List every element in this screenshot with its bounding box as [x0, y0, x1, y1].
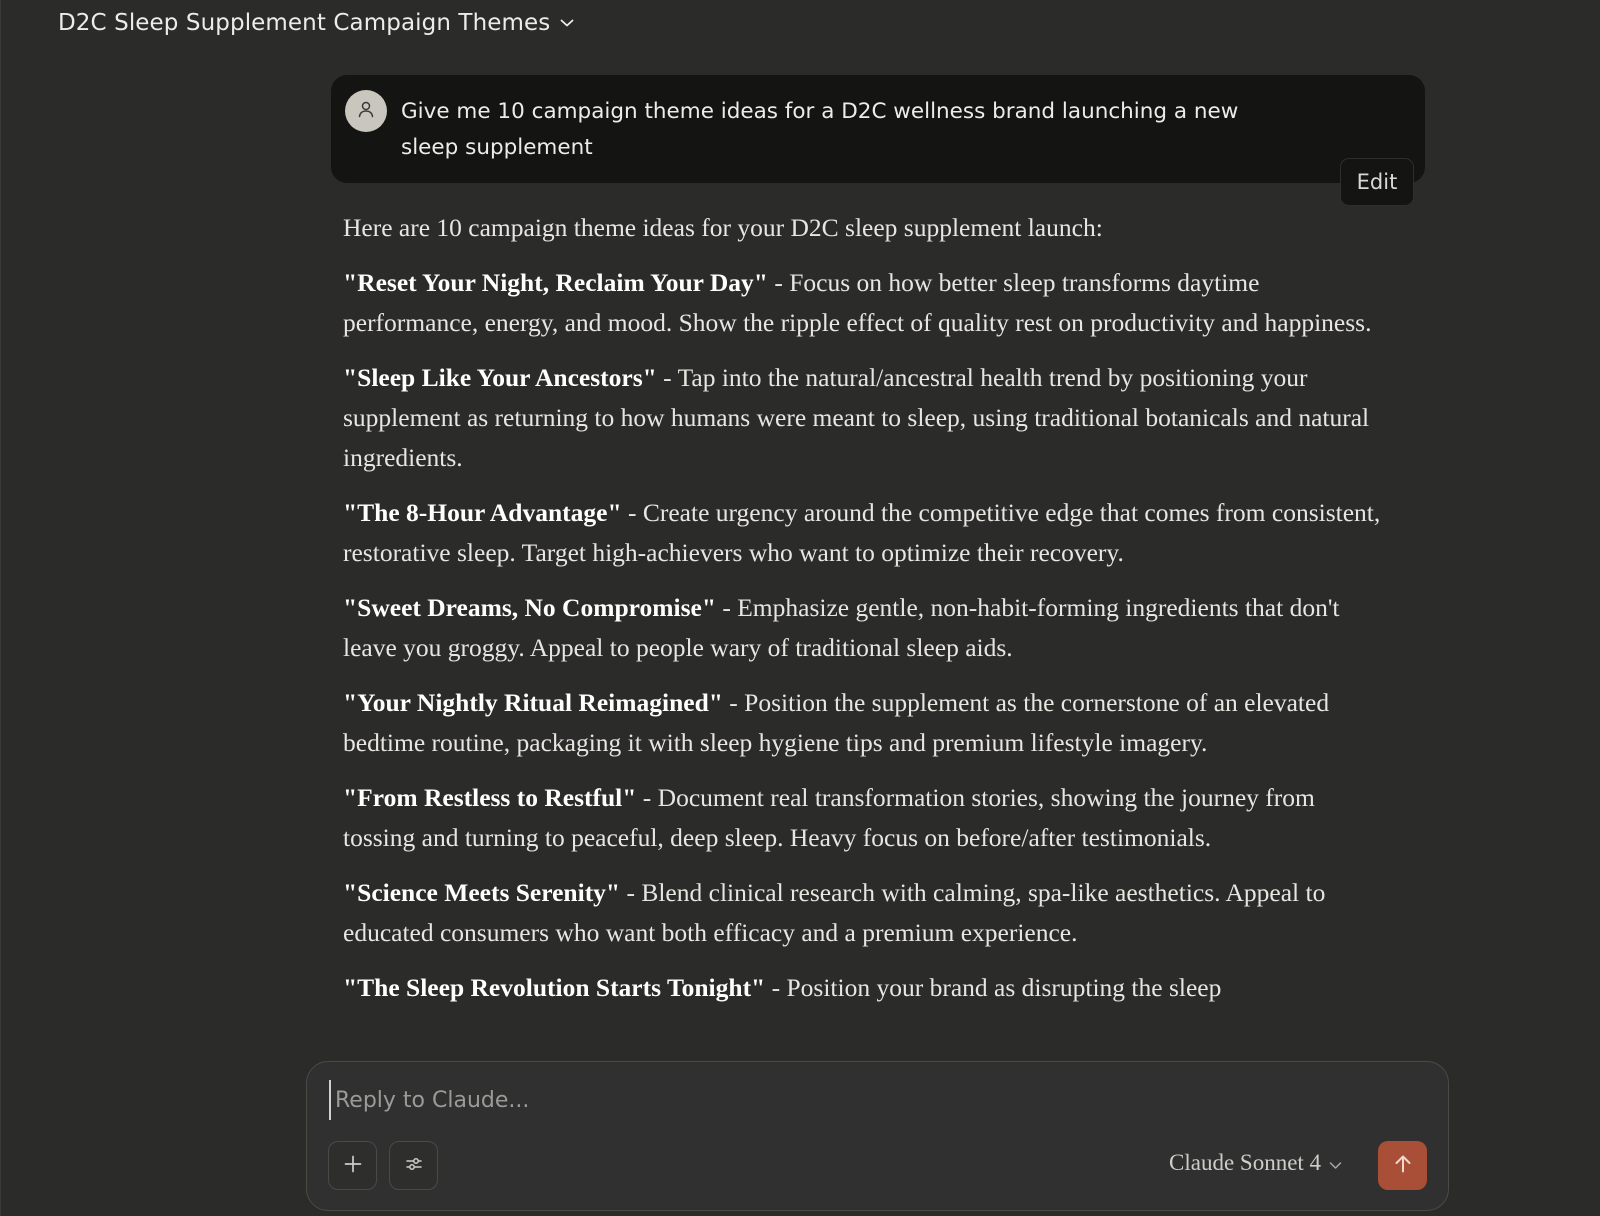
send-button[interactable] — [1378, 1141, 1427, 1190]
reply-composer — [306, 1061, 1449, 1211]
theme-title: "Reset Your Night, Reclaim Your Day" — [343, 268, 768, 297]
user-message — [331, 75, 1425, 183]
reply-input[interactable] — [329, 1080, 1335, 1120]
tools-button[interactable] — [389, 1141, 438, 1190]
theme-item — [343, 778, 1383, 858]
theme-title: "Sleep Like Your Ancestors" — [343, 363, 657, 392]
chevron-down-icon — [560, 18, 574, 28]
theme-description: - Create urgency around the competitive edge that comes from consistent, restorative sleep. Target high-achievers who want to optimize their recovery. — [343, 498, 1381, 567]
theme-description: - Tap into the natural/ancestral health trend by positioning your supplement as returning to how humans were meant to sleep, using traditional botanicals and natural ingredients. — [343, 363, 1370, 472]
model-selector[interactable] — [1169, 1150, 1342, 1176]
theme-description: - Document real transformation stories, showing the journey from tossing and turning to peaceful, deep sleep. Heavy focus on before/after testimonials. — [343, 783, 1315, 852]
conversation-title: D2C Sleep Supplement Campaign Themes — [58, 10, 551, 36]
theme-description: - Focus on how better sleep transforms daytime performance, energy, and mood. Show the ripple effect of quality rest on productivity and happiness. — [343, 268, 1372, 337]
conversation-title-menu[interactable] — [58, 10, 574, 36]
theme-description: - Emphasize gentle, non-habit-forming ingredients that don't leave you groggy. Appeal to people wary of traditional sleep aids. — [343, 593, 1340, 662]
chevron-down-icon — [1329, 1150, 1342, 1176]
theme-item — [343, 493, 1383, 573]
theme-item — [343, 358, 1383, 478]
theme-title: "Sweet Dreams, No Compromise" — [343, 593, 716, 622]
theme-item — [343, 588, 1383, 668]
user-avatar — [345, 90, 387, 132]
theme-title: "Science Meets Serenity" — [343, 878, 621, 907]
theme-title: "Your Nightly Ritual Reimagined" — [343, 688, 723, 717]
edit-message-button[interactable]: Edit — [1340, 158, 1414, 206]
theme-description: - Position your brand as disrupting the sleep — [765, 973, 1222, 1002]
theme-item — [343, 873, 1383, 953]
add-attachment-button[interactable] — [328, 1141, 377, 1190]
arrow-up-icon — [1392, 1153, 1414, 1179]
theme-title: "The Sleep Revolution Starts Tonight" — [343, 973, 766, 1002]
user-icon — [357, 100, 375, 122]
theme-description: - Position the supplement as the cornerstone of an elevated bedtime routine, packaging it with sleep hygiene tips and premium lifestyle imagery. — [343, 688, 1330, 757]
theme-title: "The 8-Hour Advantage" — [343, 498, 622, 527]
theme-description: - Blend clinical research with calming, spa-like aesthetics. Appeal to educated consumers who want both efficacy and a premium experience. — [343, 878, 1326, 947]
theme-item — [343, 683, 1383, 763]
theme-title: "From Restless to Restful" — [343, 783, 637, 812]
user-message-text: Give me 10 campaign theme ideas for a D2C wellness brand launching a new sleep supplement — [401, 99, 1239, 160]
model-label: Claude Sonnet 4 — [1169, 1150, 1322, 1175]
plus-icon — [343, 1154, 363, 1178]
response-intro: Here are 10 campaign theme ideas for your D2C sleep supplement launch: — [343, 213, 1103, 242]
theme-item — [343, 968, 1383, 1008]
assistant-response — [343, 208, 1383, 1023]
theme-item — [343, 263, 1383, 343]
sliders-icon — [404, 1154, 424, 1178]
